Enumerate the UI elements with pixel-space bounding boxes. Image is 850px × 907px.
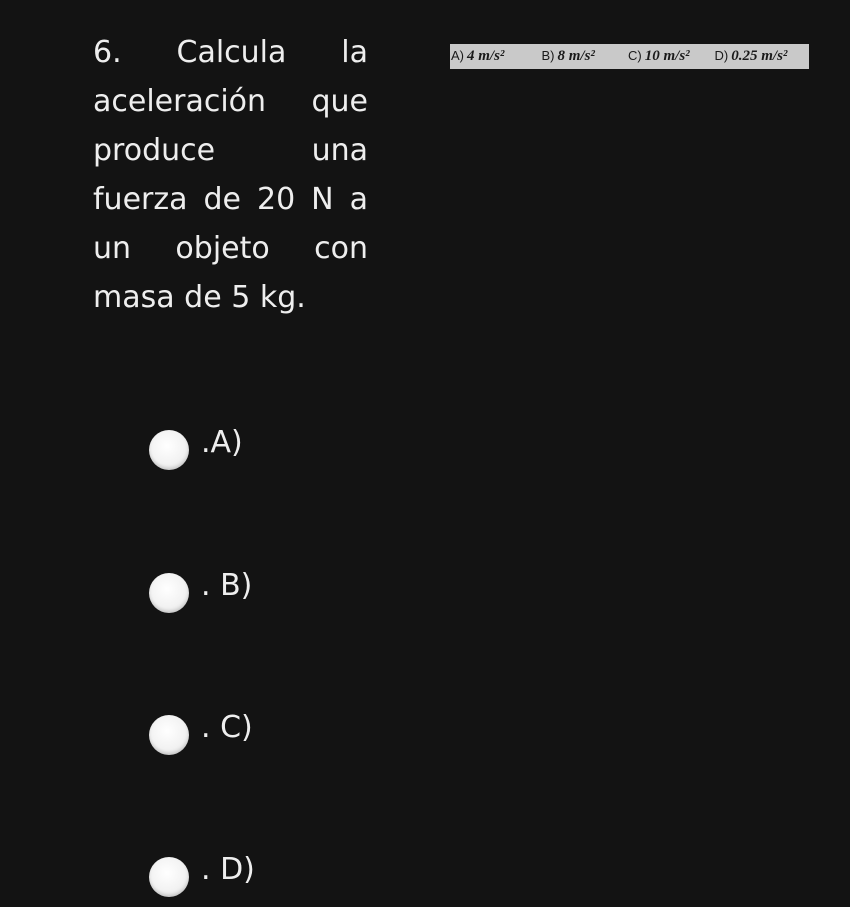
answer-option-d-value: 0.25 m/s² bbox=[731, 48, 788, 64]
choice-a[interactable] bbox=[149, 424, 243, 470]
choice-d-label: . D) bbox=[201, 851, 255, 887]
choice-b-label: . B) bbox=[201, 567, 253, 603]
answer-option-b-letter: B) bbox=[541, 48, 555, 63]
answer-option-b-value: 8 m/s² bbox=[557, 48, 595, 64]
answer-option-c-letter: C) bbox=[628, 48, 642, 63]
answer-option-d bbox=[715, 48, 809, 65]
answer-option-a-letter: A) bbox=[451, 48, 464, 63]
choice-d[interactable] bbox=[149, 851, 255, 897]
answer-option-c-value: 10 m/s² bbox=[644, 48, 690, 64]
choice-c[interactable] bbox=[149, 709, 253, 755]
answer-option-a-value: 4 m/s² bbox=[467, 48, 505, 64]
choice-c-label: . C) bbox=[201, 709, 253, 745]
answer-option-b bbox=[542, 48, 629, 65]
radio-button-d[interactable] bbox=[149, 857, 189, 897]
answer-option-c bbox=[628, 48, 715, 65]
answer-option-d-letter: D) bbox=[714, 48, 729, 63]
radio-button-c[interactable] bbox=[149, 715, 189, 755]
question-text: 6. Calcula la aceleración que produce una fuerza de 20 N a un objeto con masa de 5 kg. bbox=[93, 35, 368, 315]
radio-button-b[interactable] bbox=[149, 573, 189, 613]
answer-options-image bbox=[450, 44, 809, 69]
answer-option-a bbox=[451, 48, 542, 65]
choice-a-label: .A) bbox=[201, 424, 243, 460]
choice-b[interactable] bbox=[149, 567, 253, 613]
radio-button-a[interactable] bbox=[149, 430, 189, 470]
